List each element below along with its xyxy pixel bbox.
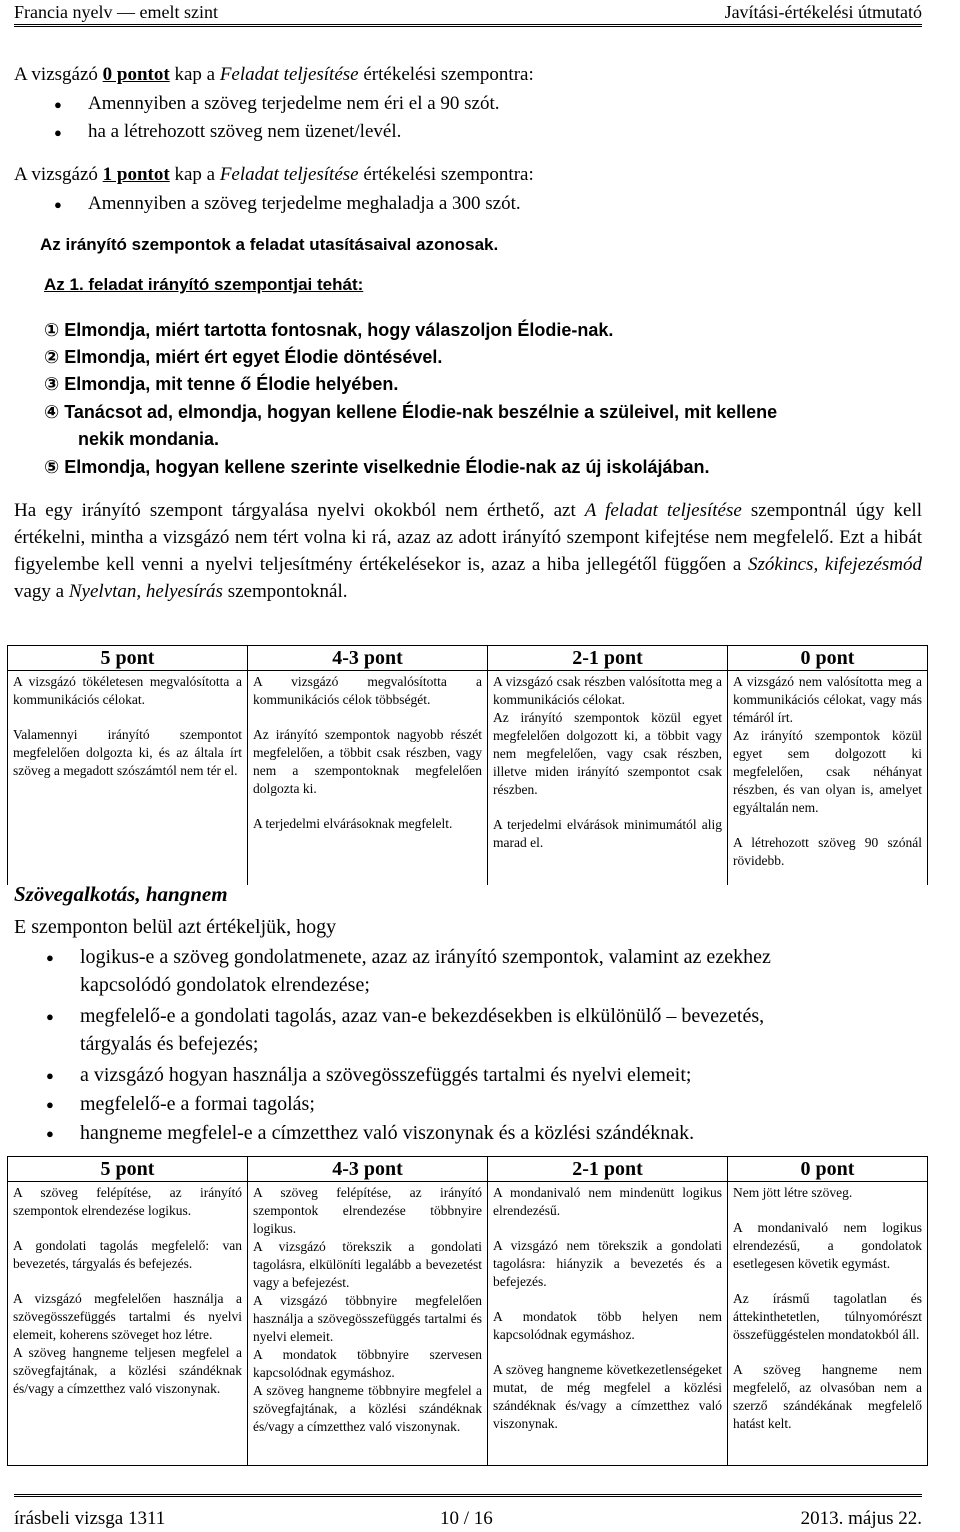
cell-2-1: A vizsgázó csak részben valósította meg a kommunikációs célokat. Az irányító szempontok közül egyet megfelelően dolgozott ki, a többit vagy nem megfelelően, vagy csak részben, illetve miden irányító szempontot csak részben. A terjedelmi elvárások minimumától alig marad el. (488, 671, 728, 885)
guide-note: Az irányító szempontok a feladat utasításaival azonosak. (40, 235, 499, 254)
aspect-1: ● logikus-e a szöveg gondolatmenete, azaz az irányító szempontok, valamint az ezekhez (80, 946, 771, 969)
guide-title: Az 1. feladat irányító szempontjai tehát: (44, 275, 364, 294)
col-header-0: 0 pont (728, 1157, 928, 1182)
criterion-5: ⑤ Elmondja, hogyan kellene szerinte viselkednie Élodie-nak az új iskolájában. (44, 457, 710, 477)
task-completion-table (7, 645, 928, 885)
footer-rule (14, 1494, 922, 1497)
col-header-5: 5 pont (8, 1157, 248, 1182)
footer-date: 2013. május 22. (800, 1508, 922, 1529)
one-item-1: ● Amennyiben a szöveg terjedelme meghaladja a 300 szót. (88, 193, 521, 215)
cell-5: A szöveg felépítése, az irányító szempontok elrendezése logikus. A gondolati tagolás megfelelő: van bevezetés, tárgyalás és befejezés. A vizsgázó megfelelően használja a szövegösszefüggés tartalmi és nyelvi elemeit, koherens szöveget hoz létre. A szöveg hangneme teljesen megfelel a szövegfajtának, a közlési szándéknak és/vagy a címzetthez való viszonynak. (8, 1182, 248, 1466)
col-header-2-1: 2-1 pont (488, 1157, 728, 1182)
cell-2-1: A mondanivaló nem mindenütt logikus elrendezésű. A vizsgázó nem törekszik a gondolati tagolásra: hiányzik a bevezetés és a befejezés. A mondatok több helyen nem kapcsolódnak egymáshoz. A szöveg hangneme következetlenségeket mutat, de még megfelel a közlési szándéknak és/vagy a címzetthez való viszonynak. (488, 1182, 728, 1466)
header-rule (14, 24, 922, 27)
cell-4-3: A vizsgázó megvalósította a kommunikációs célok többségét. Az irányító szempontok nagyobb részét megfelelően, a többit csak részben, vagy nem a szempontoknak megfelelően dolgozta ki. A terjedelmi elvárásoknak megfelelt. (248, 671, 488, 885)
cell-0: A vizsgázó nem valósította meg a kommunikációs célokat, vagy más témáról írt. Az irányító szempontok közül egyet sem dolgozott ki megfelelően, csak néhányat részben, és van olyan is, amelyet egyáltalán nem. A létrehozott szöveg 90 szónál rövidebb. (728, 671, 928, 885)
section-title: Szövegalkotás, hangnem (14, 882, 228, 906)
section-intro: E szemponton belül azt értékeljük, hogy (14, 916, 337, 938)
one-point-rule: A vizsgázó 1 pontot kap a Feladat teljesítése értékelési szempontra: (14, 164, 534, 185)
zero-item-1: ● Amennyiben a szöveg terjedelme nem éri el a 90 szót. (88, 93, 500, 115)
criterion-4: ④ Tanácsot ad, elmondja, hogyan kellene Élodie-nak beszélnie a szüleivel, mit kellene (44, 402, 778, 422)
header-right: Javítási-értékelési útmutató (724, 2, 922, 22)
criterion-2: ② Elmondja, miért ért egyet Élodie döntésével. (44, 347, 443, 367)
col-header-4-3: 4-3 pont (248, 1157, 488, 1182)
zero-item-2: ● ha a létrehozott szöveg nem üzenet/levél. (88, 121, 401, 143)
col-header-0: 0 pont (728, 646, 928, 671)
criterion-1: ① Elmondja, miért tartotta fontosnak, hogy válaszoljon Élodie-nak. (44, 320, 614, 340)
aspect-3: ● a vizsgázó hogyan használja a szövegösszefüggés tartalmi és nyelvi elemeit; (80, 1064, 691, 1087)
footer-page: 10 / 16 (440, 1508, 493, 1529)
text-composition-table (7, 1156, 928, 1466)
col-header-5: 5 pont (8, 646, 248, 671)
aspect-4: ● megfelelő-e a formai tagolás; (80, 1093, 315, 1116)
cell-0: Nem jött létre szöveg. A mondanivaló nem logikus elrendezésű, a gondolatok esetlegesen követik egymást. Az írásmű tagolatlan és áttekinthetetlen, túlnyomórészt összefüggéstelen mondatokból áll. A szöveg hangneme nem megfelelő, az olvasóban nem a szerző szándékának megfelelő hatást kelt. (728, 1182, 928, 1466)
footer-left: írásbeli vizsga 1311 (14, 1508, 166, 1529)
aspect-1-cont: kapcsolódó gondolatok elrendezése; (80, 974, 370, 996)
cell-4-3: A szöveg felépítése, az irányító szempontok elrendezése többnyire logikus. A vizsgázó törekszik a gondolati tagolásra, elkülöníti legalább a bevezetést vagy a befejezést. A vizsgázó többnyire megfelelően használja a szövegösszefüggés tartalmi és nyelvi elemeit. A mondatok többnyire szervesen kapcsolódnak egymáshoz. A szöveg hangneme többnyire megfelel a szövegfajtának, a közlési szándéknak és/vagy a címzetthez való viszonynak. (248, 1182, 488, 1466)
col-header-2-1: 2-1 pont (488, 646, 728, 671)
aspect-2: ● megfelelő-e a gondolati tagolás, azaz van-e bekezdésekben is elkülönülő – bevezetés, (80, 1005, 764, 1028)
zero-point-rule: A vizsgázó 0 pontot kap a Feladat teljesítése értékelési szempontra: (14, 64, 534, 85)
criterion-4-cont: nekik mondania. (78, 429, 220, 449)
col-header-4-3: 4-3 pont (248, 646, 488, 671)
cell-5: A vizsgázó tökéletesen megvalósította a kommunikációs célokat. Valamennyi irányító szempontot megfelelően dolgozta ki, és az általa írt szöveg a megadott szószámtól nem tér el. (8, 671, 248, 885)
aspect-5: ● hangneme megfelel-e a címzetthez való viszonynak és a közlési szándéknak. (80, 1122, 694, 1145)
header-left: Francia nyelv — emelt szint (14, 2, 218, 22)
aspect-2-cont: tárgyalás és befejezés; (80, 1033, 259, 1055)
language-note-paragraph: Ha egy irányító szempont tárgyalása nyelvi okokból nem érthető, azt A feladat teljesítése szempontnál úgy kell értékelni, mintha a vizsgázó nem tért volna ki rá, azaz az adott irányító szempont kifejtése nem megfelelő. Ezt a hibát figyelembe kell venni a nyelvi teljesítmény értékelésekor is, azaz a hiba jellegétől függően a Szókincs, kifejezésmód vagy a Nyelvtan, helyesírás szempontoknál. (14, 500, 922, 602)
criterion-3: ③ Elmondja, mit tenne ő Élodie helyében. (44, 374, 399, 394)
